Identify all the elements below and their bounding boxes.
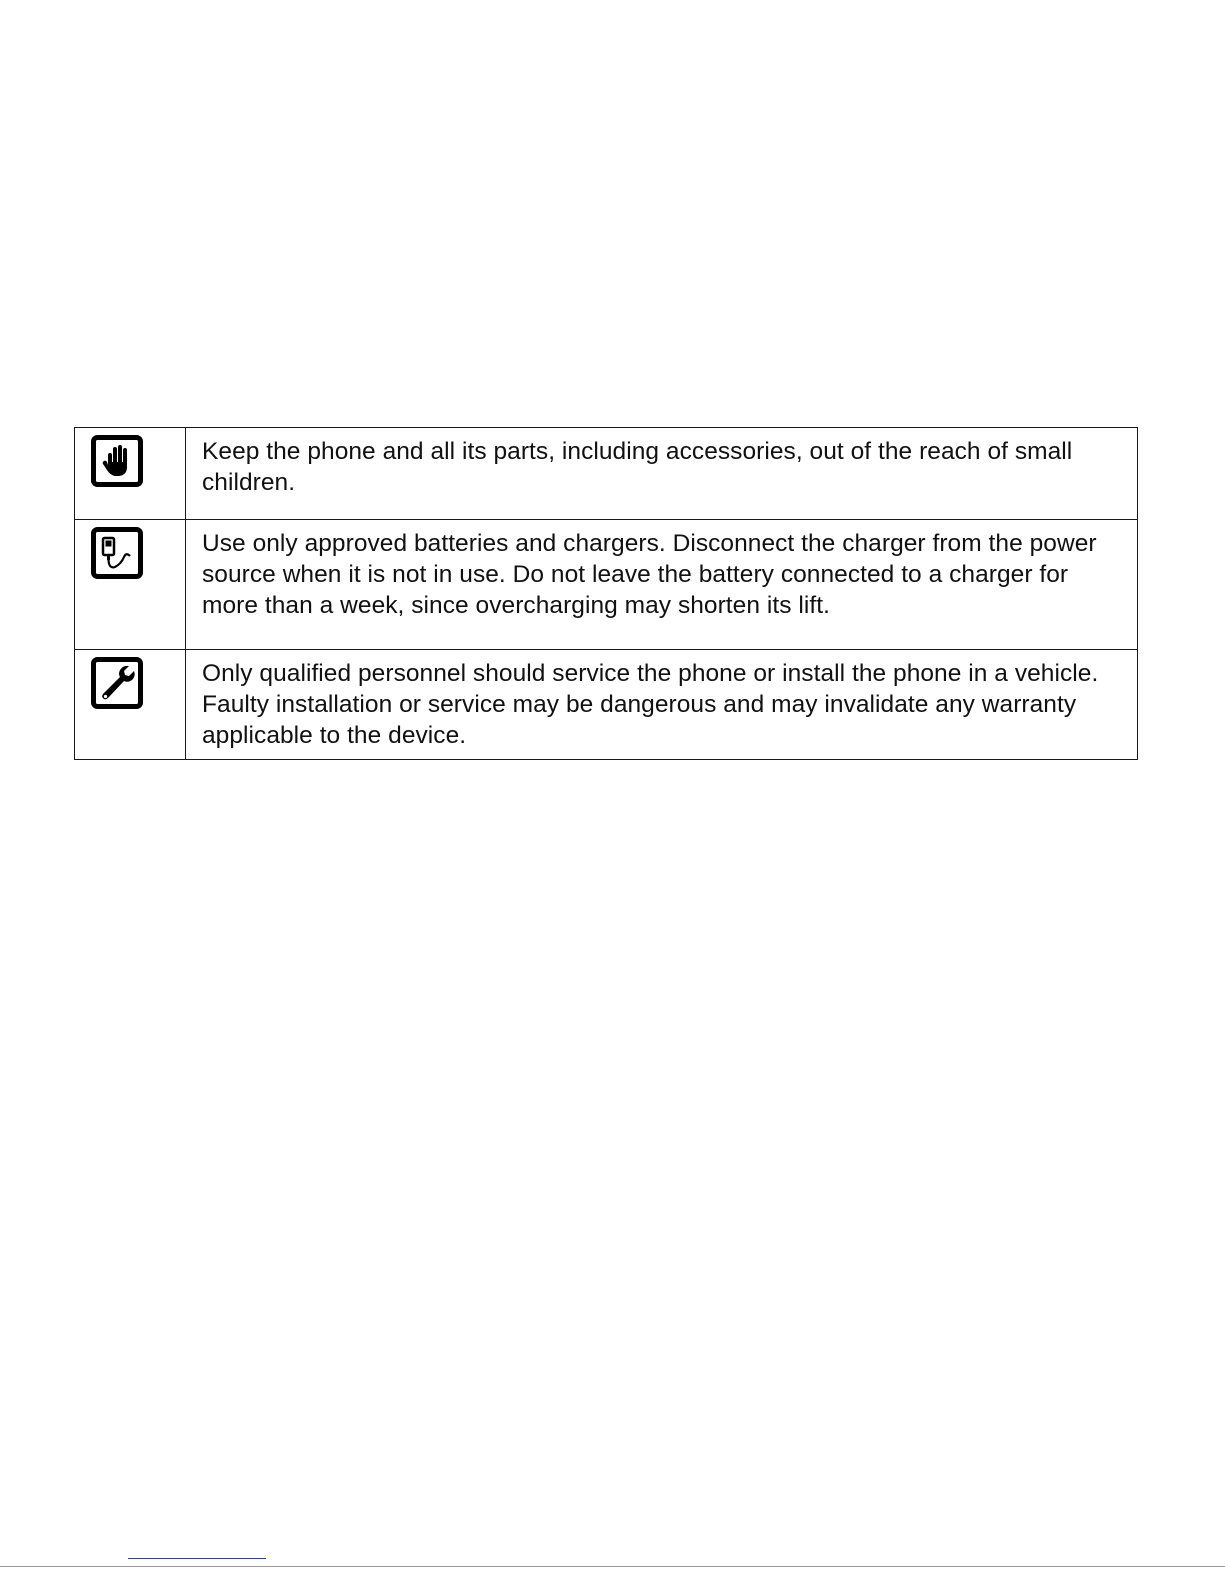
icon-cell	[75, 428, 186, 520]
icon-cell	[75, 520, 186, 650]
wrench-icon	[91, 657, 143, 709]
safety-precautions-table	[74, 427, 1138, 760]
charger-icon	[91, 527, 143, 579]
safety-row	[75, 520, 1138, 650]
hand-stop-icon	[91, 435, 143, 487]
safety-text: Keep the phone and all its parts, including accessories, out of the reach of small children.	[186, 428, 1138, 520]
safety-row	[75, 650, 1138, 760]
page-bottom-rule	[0, 1566, 1225, 1567]
icon-cell	[75, 650, 186, 760]
safety-text: Only qualified personnel should service the phone or install the phone in a vehicle. Faulty installation or service may be dangerous and may invalidate any warranty applicable to the device.	[186, 650, 1138, 760]
safety-text: Use only approved batteries and chargers. Disconnect the charger from the power source when it is not in use. Do not leave the battery connected to a charger for more than a week, since overcharging may shorten its lift.	[186, 520, 1138, 650]
footer-link-underline	[128, 1558, 266, 1559]
safety-row	[75, 428, 1138, 520]
